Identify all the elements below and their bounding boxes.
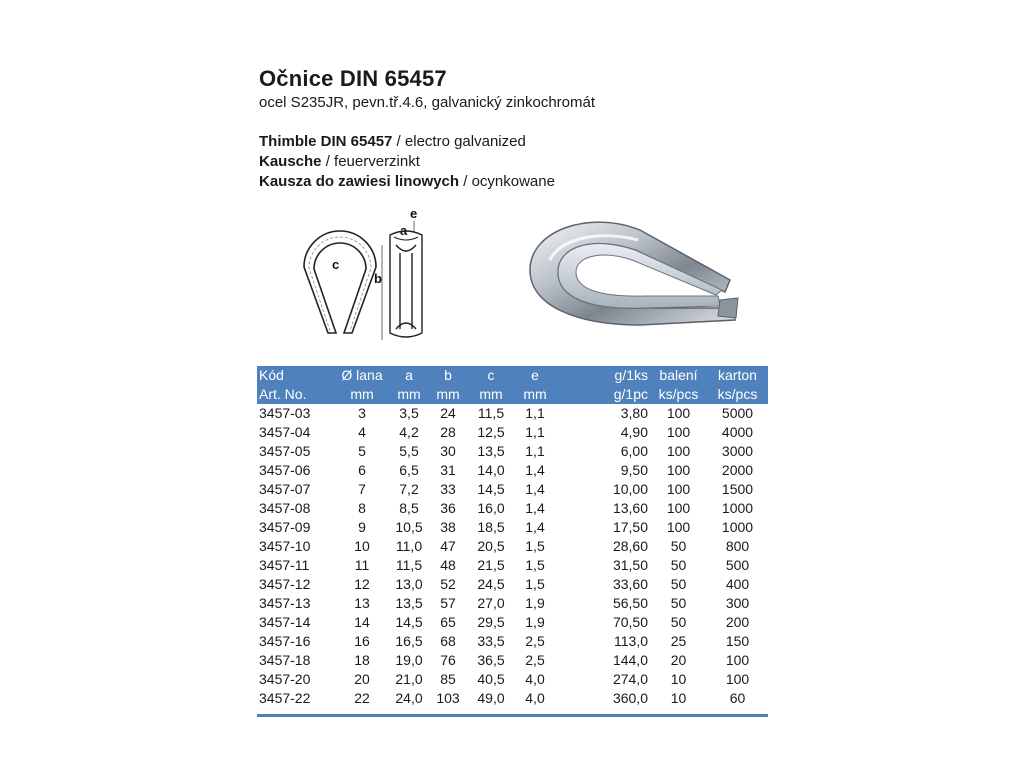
cell-carton: 100 — [725, 671, 750, 687]
cell-e: 1,4 — [525, 500, 545, 516]
cell-carton: 200 — [725, 614, 750, 630]
cell-a: 8,5 — [399, 500, 419, 516]
page-title: Očnice DIN 65457 — [259, 66, 447, 91]
cell-code: 3457-13 — [259, 595, 311, 611]
cell-e: 4,0 — [525, 671, 545, 687]
cell-weight: 360,0 — [612, 690, 648, 706]
cell-b: 48 — [440, 557, 456, 573]
header-unit-e: mm — [523, 386, 547, 402]
cell-b: 103 — [436, 690, 460, 706]
header-weight: g/1ks — [614, 367, 648, 383]
header-unit-a: mm — [397, 386, 421, 402]
cell-b: 68 — [440, 633, 456, 649]
cell-rope-diameter: 11 — [354, 557, 370, 573]
cell-b: 52 — [440, 576, 456, 592]
cell-b: 38 — [440, 519, 456, 535]
cell-weight: 6,00 — [620, 443, 648, 459]
header-b: b — [444, 367, 452, 383]
cell-e: 2,5 — [525, 633, 545, 649]
header-package: balení — [659, 367, 698, 383]
header-code: Kód — [259, 367, 284, 383]
table-row — [257, 461, 768, 480]
cell-code: 3457-04 — [259, 424, 311, 440]
header-art-no: Art. No. — [259, 386, 307, 402]
cell-rope-diameter: 22 — [354, 690, 370, 706]
cell-c: 16,0 — [477, 500, 505, 516]
drawing-label-b: b — [374, 271, 382, 286]
cell-a: 24,0 — [395, 690, 423, 706]
header-unit-package: ks/pcs — [658, 386, 699, 402]
translation-en: Thimble DIN 65457 / electro galvanized — [259, 133, 526, 150]
cell-code: 3457-16 — [259, 633, 311, 649]
table-row — [257, 537, 768, 556]
cell-b: 31 — [440, 462, 456, 478]
cell-e: 1,4 — [525, 519, 545, 535]
cell-rope-diameter: 3 — [358, 405, 366, 421]
cell-a: 11,0 — [395, 538, 423, 554]
table-row — [257, 480, 768, 499]
cell-rope-diameter: 16 — [354, 633, 370, 649]
table-row — [257, 442, 768, 461]
cell-c: 11,5 — [477, 405, 505, 421]
cell-a: 19,0 — [395, 652, 423, 668]
cell-carton: 3000 — [721, 443, 754, 459]
cell-code: 3457-07 — [259, 481, 311, 497]
table-row — [257, 670, 768, 689]
cell-a: 5,5 — [399, 443, 419, 459]
cell-code: 3457-09 — [259, 519, 311, 535]
cell-package: 100 — [666, 405, 691, 421]
cell-e: 1,1 — [525, 424, 545, 440]
cell-weight: 274,0 — [612, 671, 648, 687]
cell-package: 100 — [666, 443, 691, 459]
table-row — [257, 575, 768, 594]
cell-carton: 100 — [725, 652, 750, 668]
cell-b: 36 — [440, 500, 456, 516]
cell-rope-diameter: 14 — [354, 614, 370, 630]
table-body — [257, 404, 768, 708]
cell-carton: 60 — [729, 690, 746, 706]
cell-e: 1,9 — [525, 614, 545, 630]
cell-package: 100 — [666, 519, 691, 535]
cell-carton: 1500 — [721, 481, 754, 497]
cell-weight: 28,60 — [612, 538, 648, 554]
thimble-product-image — [520, 200, 740, 340]
cell-c: 36,5 — [477, 652, 505, 668]
cell-rope-diameter: 7 — [358, 481, 366, 497]
cell-a: 16,5 — [395, 633, 423, 649]
cell-c: 24,5 — [477, 576, 505, 592]
cell-a: 3,5 — [399, 405, 419, 421]
cell-rope-diameter: 6 — [358, 462, 366, 478]
cell-package: 50 — [670, 595, 687, 611]
cell-code: 3457-10 — [259, 538, 311, 554]
cell-weight: 33,60 — [612, 576, 648, 592]
table-row — [257, 632, 768, 651]
cell-weight: 31,50 — [612, 557, 648, 573]
cell-weight: 144,0 — [612, 652, 648, 668]
table-row — [257, 423, 768, 442]
cell-e: 1,5 — [525, 538, 545, 554]
table-header-row-1 — [257, 366, 768, 385]
drawing-label-c: c — [332, 257, 340, 272]
cell-a: 7,2 — [399, 481, 419, 497]
cell-b: 28 — [440, 424, 456, 440]
table-row — [257, 404, 768, 423]
cell-weight: 3,80 — [620, 405, 648, 421]
cell-weight: 9,50 — [620, 462, 648, 478]
cell-e: 1,5 — [525, 576, 545, 592]
cell-b: 76 — [440, 652, 456, 668]
cell-carton: 2000 — [721, 462, 754, 478]
cell-package: 50 — [670, 538, 687, 554]
cell-package: 100 — [666, 424, 691, 440]
cell-a: 6,5 — [399, 462, 419, 478]
cell-carton: 400 — [725, 576, 750, 592]
header-a: a — [405, 367, 413, 383]
header-unit-b: mm — [436, 386, 460, 402]
header-rope-diameter: Ø lana — [341, 367, 383, 383]
cell-rope-diameter: 8 — [358, 500, 366, 516]
cell-carton: 4000 — [721, 424, 754, 440]
cell-package: 100 — [666, 481, 691, 497]
cell-c: 20,5 — [477, 538, 505, 554]
cell-code: 3457-03 — [259, 405, 311, 421]
cell-c: 14,0 — [477, 462, 505, 478]
cell-code: 3457-22 — [259, 690, 311, 706]
cell-a: 10,5 — [395, 519, 423, 535]
cell-weight: 13,60 — [612, 500, 648, 516]
cell-b: 33 — [440, 481, 456, 497]
cell-rope-diameter: 5 — [358, 443, 366, 459]
drawing-label-e: e — [410, 206, 418, 221]
cell-rope-diameter: 10 — [354, 538, 370, 554]
header-carton: karton — [718, 367, 757, 383]
cell-a: 14,5 — [395, 614, 423, 630]
cell-code: 3457-14 — [259, 614, 311, 630]
cell-e: 1,5 — [525, 557, 545, 573]
cell-rope-diameter: 20 — [354, 671, 370, 687]
cell-code: 3457-11 — [259, 557, 310, 573]
cell-weight: 113,0 — [614, 633, 648, 649]
cell-package: 20 — [670, 652, 687, 668]
cell-package: 50 — [670, 614, 687, 630]
cell-rope-diameter: 18 — [354, 652, 370, 668]
cell-e: 1,9 — [525, 595, 545, 611]
cell-c: 49,0 — [477, 690, 505, 706]
cell-rope-diameter: 9 — [358, 519, 366, 535]
cell-a: 21,0 — [395, 671, 423, 687]
cell-rope-diameter: 13 — [354, 595, 370, 611]
cell-a: 4,2 — [399, 424, 419, 440]
thimble-technical-drawing — [290, 205, 440, 345]
cell-e: 2,5 — [525, 652, 545, 668]
cell-c: 12,5 — [477, 424, 505, 440]
cell-carton: 300 — [725, 595, 750, 611]
table-row — [257, 689, 768, 708]
table-row — [257, 651, 768, 670]
cell-carton: 800 — [725, 538, 750, 554]
cell-code: 3457-08 — [259, 500, 311, 516]
cell-code: 3457-06 — [259, 462, 311, 478]
cell-package: 10 — [670, 690, 687, 706]
table-header-row-2 — [257, 385, 768, 404]
cell-carton: 1000 — [721, 500, 754, 516]
cell-e: 4,0 — [525, 690, 545, 706]
table-row — [257, 556, 768, 575]
cell-b: 30 — [440, 443, 456, 459]
header-e: e — [531, 367, 539, 383]
cell-carton: 150 — [725, 633, 750, 649]
cell-c: 40,5 — [477, 671, 505, 687]
cell-carton: 1000 — [721, 519, 754, 535]
drawing-label-a: a — [400, 223, 408, 238]
material-subtitle: ocel S235JR, pevn.tř.4.6, galvanický zinkochromát — [259, 94, 595, 111]
cell-carton: 500 — [725, 557, 750, 573]
thimble-side-view — [390, 231, 422, 337]
cell-c: 29,5 — [477, 614, 505, 630]
table-row — [257, 594, 768, 613]
cell-b: 57 — [440, 595, 456, 611]
cell-b: 47 — [440, 538, 456, 554]
cell-c: 18,5 — [477, 519, 505, 535]
cell-rope-diameter: 4 — [358, 424, 366, 440]
cell-code: 3457-05 — [259, 443, 311, 459]
cell-weight: 17,50 — [612, 519, 648, 535]
cell-code: 3457-12 — [259, 576, 311, 592]
cell-package: 10 — [670, 671, 687, 687]
cell-a: 13,0 — [395, 576, 423, 592]
table-row — [257, 613, 768, 632]
cell-b: 24 — [440, 405, 456, 421]
cell-weight: 56,50 — [612, 595, 648, 611]
cell-c: 33,5 — [477, 633, 505, 649]
header-unit-rope: mm — [350, 386, 374, 402]
cell-code: 3457-20 — [259, 671, 311, 687]
cell-package: 100 — [666, 462, 691, 478]
cell-rope-diameter: 12 — [354, 576, 370, 592]
cell-c: 27,0 — [477, 595, 505, 611]
cell-e: 1,1 — [525, 443, 545, 459]
cell-c: 14,5 — [477, 481, 505, 497]
cell-c: 13,5 — [477, 443, 505, 459]
table-row — [257, 518, 768, 537]
cell-carton: 5000 — [721, 405, 754, 421]
cell-package: 50 — [670, 576, 687, 592]
cell-package: 50 — [670, 557, 687, 573]
cell-weight: 70,50 — [612, 614, 648, 630]
specification-table — [257, 366, 768, 708]
cell-weight: 10,00 — [612, 481, 648, 497]
cell-c: 21,5 — [477, 557, 505, 573]
cell-a: 11,5 — [395, 557, 423, 573]
header-unit-carton: ks/pcs — [717, 386, 758, 402]
header-unit-c: mm — [479, 386, 503, 402]
cell-package: 100 — [666, 500, 691, 516]
cell-e: 1,4 — [525, 462, 545, 478]
translation-pl: Kausza do zawiesi linowych / ocynkowane — [259, 173, 555, 190]
cell-weight: 4,90 — [620, 424, 648, 440]
cell-e: 1,4 — [525, 481, 545, 497]
cell-b: 85 — [440, 671, 456, 687]
header-c: c — [487, 367, 495, 383]
cell-b: 65 — [440, 614, 456, 630]
cell-e: 1,1 — [525, 405, 545, 421]
table-bottom-rule — [257, 714, 768, 717]
cell-package: 25 — [670, 633, 687, 649]
table-row — [257, 499, 768, 518]
cell-code: 3457-18 — [259, 652, 311, 668]
thimble-front-view — [304, 231, 376, 333]
cell-a: 13,5 — [395, 595, 423, 611]
header-unit-weight: g/1pc — [613, 386, 648, 402]
translation-de: Kausche / feuerverzinkt — [259, 153, 420, 170]
